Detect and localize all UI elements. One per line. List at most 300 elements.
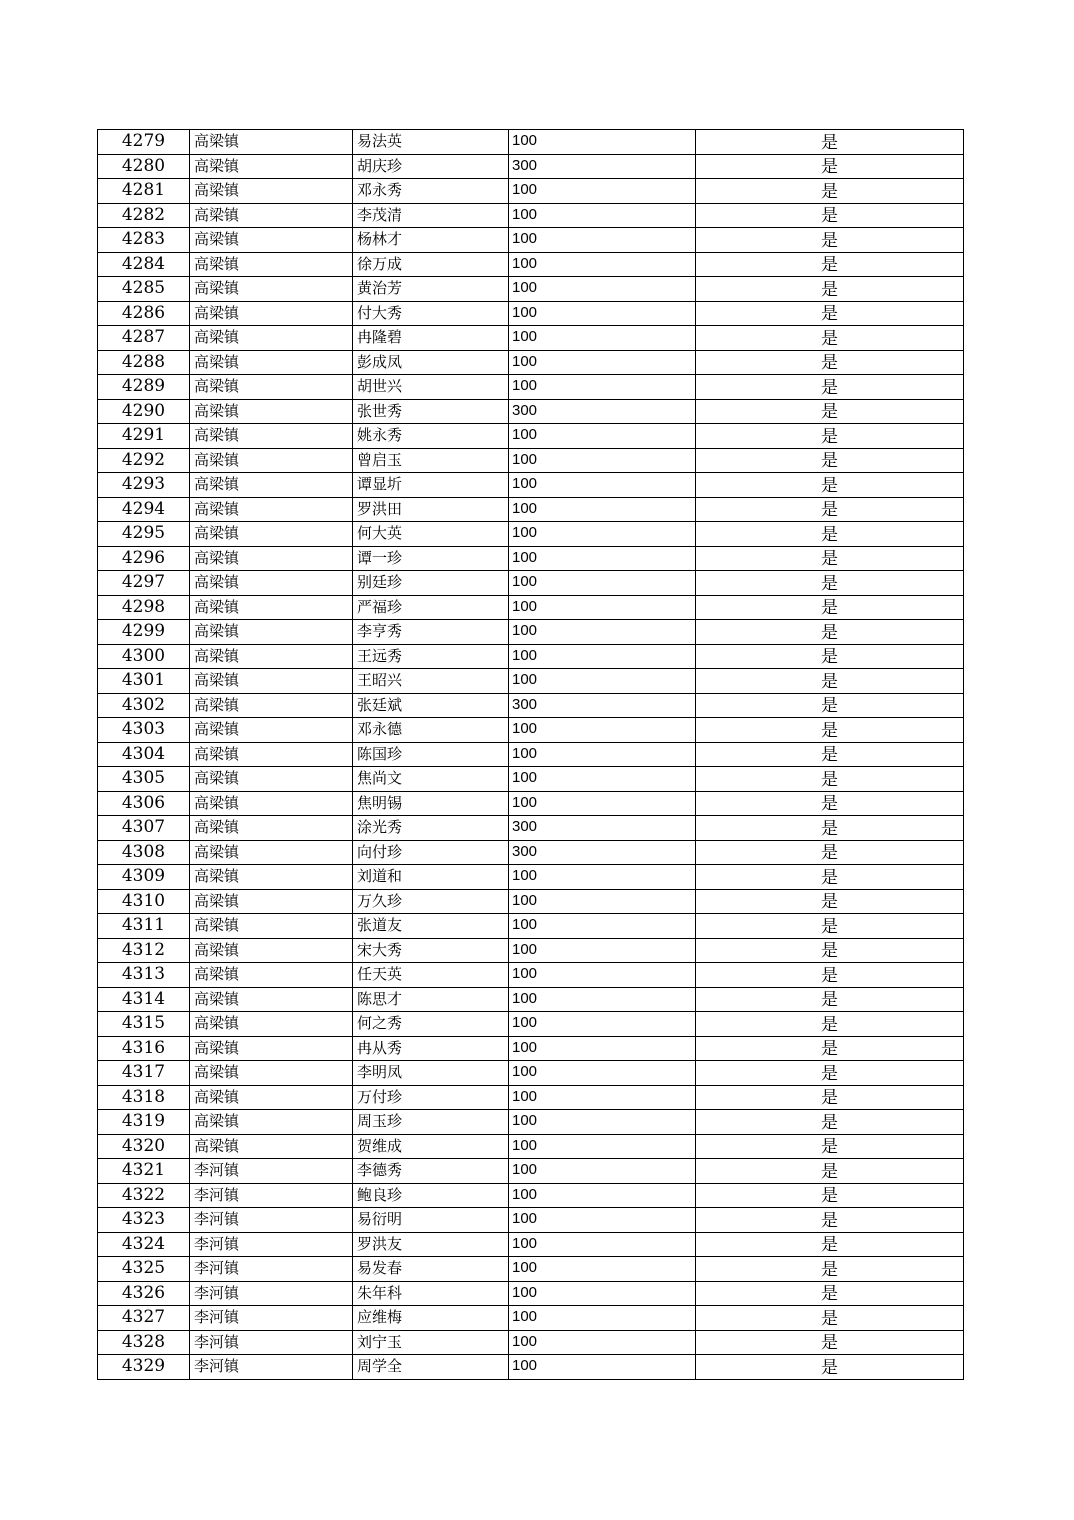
table-row [98,1110,964,1135]
status-cell: 是 [696,497,964,522]
amount-cell: 100 [509,718,696,743]
amount-cell: 100 [509,742,696,767]
name-cell: 涂光秀 [353,816,509,841]
table-row [98,742,964,767]
status-cell: 是 [696,1085,964,1110]
status-cell: 是 [696,816,964,841]
table-row [98,1208,964,1233]
amount-cell: 100 [509,473,696,498]
table-row [98,571,964,596]
table-row [98,1159,964,1184]
table-row [98,448,964,473]
status-cell: 是 [696,742,964,767]
data-table [97,129,964,1380]
row-number-cell: 4301 [98,669,190,694]
name-cell: 何大英 [353,522,509,547]
name-cell: 宋大秀 [353,938,509,963]
status-cell: 是 [696,644,964,669]
name-cell: 王昭兴 [353,669,509,694]
town-cell: 高梁镇 [190,742,353,767]
town-cell: 高梁镇 [190,693,353,718]
row-number-cell: 4329 [98,1355,190,1380]
town-cell: 高梁镇 [190,252,353,277]
amount-cell: 300 [509,154,696,179]
amount-cell: 100 [509,767,696,792]
name-cell: 彭成凤 [353,350,509,375]
row-number-cell: 4319 [98,1110,190,1135]
amount-cell: 100 [509,252,696,277]
name-cell: 严福珍 [353,595,509,620]
amount-cell: 100 [509,1208,696,1233]
row-number-cell: 4294 [98,497,190,522]
row-number-cell: 4314 [98,987,190,1012]
amount-cell: 100 [509,1012,696,1037]
town-cell: 高梁镇 [190,865,353,890]
amount-cell: 100 [509,179,696,204]
amount-cell: 100 [509,571,696,596]
row-number-cell: 4280 [98,154,190,179]
town-cell: 高梁镇 [190,399,353,424]
table-row [98,497,964,522]
name-cell: 胡庆珍 [353,154,509,179]
amount-cell: 100 [509,1232,696,1257]
row-number-cell: 4306 [98,791,190,816]
row-number-cell: 4279 [98,130,190,155]
row-number-cell: 4325 [98,1257,190,1282]
table-row [98,1330,964,1355]
name-cell: 谭显圻 [353,473,509,498]
town-cell: 李河镇 [190,1281,353,1306]
amount-cell: 300 [509,693,696,718]
amount-cell: 100 [509,301,696,326]
name-cell: 易法英 [353,130,509,155]
amount-cell: 100 [509,546,696,571]
row-number-cell: 4323 [98,1208,190,1233]
name-cell: 冉从秀 [353,1036,509,1061]
name-cell: 张廷斌 [353,693,509,718]
status-cell: 是 [696,669,964,694]
status-cell: 是 [696,1183,964,1208]
name-cell: 鲍良珍 [353,1183,509,1208]
table-row [98,644,964,669]
name-cell: 李明凤 [353,1061,509,1086]
amount-cell: 300 [509,840,696,865]
name-cell: 万久珍 [353,889,509,914]
status-cell: 是 [696,1134,964,1159]
status-cell: 是 [696,375,964,400]
row-number-cell: 4286 [98,301,190,326]
table-row [98,791,964,816]
row-number-cell: 4315 [98,1012,190,1037]
table-row [98,326,964,351]
status-cell: 是 [696,1257,964,1282]
row-number-cell: 4304 [98,742,190,767]
town-cell: 高梁镇 [190,1085,353,1110]
name-cell: 胡世兴 [353,375,509,400]
status-cell: 是 [696,767,964,792]
amount-cell: 100 [509,1085,696,1110]
status-cell: 是 [696,424,964,449]
amount-cell: 100 [509,1183,696,1208]
town-cell: 高梁镇 [190,326,353,351]
status-cell: 是 [696,1061,964,1086]
town-cell: 李河镇 [190,1183,353,1208]
table-row [98,889,964,914]
amount-cell: 100 [509,522,696,547]
row-number-cell: 4312 [98,938,190,963]
name-cell: 易发春 [353,1257,509,1282]
amount-cell: 100 [509,1355,696,1380]
table-row [98,840,964,865]
amount-cell: 100 [509,203,696,228]
amount-cell: 100 [509,1330,696,1355]
name-cell: 任天英 [353,963,509,988]
town-cell: 高梁镇 [190,1036,353,1061]
status-cell: 是 [696,1306,964,1331]
name-cell: 别廷珍 [353,571,509,596]
name-cell: 姚永秀 [353,424,509,449]
row-number-cell: 4326 [98,1281,190,1306]
name-cell: 刘道和 [353,865,509,890]
town-cell: 高梁镇 [190,963,353,988]
row-number-cell: 4282 [98,203,190,228]
row-number-cell: 4281 [98,179,190,204]
row-number-cell: 4308 [98,840,190,865]
row-number-cell: 4311 [98,914,190,939]
amount-cell: 100 [509,644,696,669]
status-cell: 是 [696,865,964,890]
row-number-cell: 4283 [98,228,190,253]
row-number-cell: 4310 [98,889,190,914]
row-number-cell: 4297 [98,571,190,596]
row-number-cell: 4313 [98,963,190,988]
status-cell: 是 [696,889,964,914]
name-cell: 曾启玉 [353,448,509,473]
table-row [98,865,964,890]
town-cell: 高梁镇 [190,718,353,743]
amount-cell: 100 [509,889,696,914]
status-cell: 是 [696,571,964,596]
row-number-cell: 4298 [98,595,190,620]
town-cell: 高梁镇 [190,620,353,645]
status-cell: 是 [696,448,964,473]
status-cell: 是 [696,399,964,424]
town-cell: 高梁镇 [190,228,353,253]
amount-cell: 100 [509,595,696,620]
town-cell: 高梁镇 [190,179,353,204]
amount-cell: 100 [509,1257,696,1282]
town-cell: 高梁镇 [190,767,353,792]
row-number-cell: 4290 [98,399,190,424]
town-cell: 高梁镇 [190,1110,353,1135]
town-cell: 高梁镇 [190,1061,353,1086]
amount-cell: 100 [509,1134,696,1159]
table-row [98,252,964,277]
row-number-cell: 4296 [98,546,190,571]
row-number-cell: 4285 [98,277,190,302]
name-cell: 黄治芳 [353,277,509,302]
town-cell: 高梁镇 [190,154,353,179]
name-cell: 李茂清 [353,203,509,228]
row-number-cell: 4305 [98,767,190,792]
row-number-cell: 4291 [98,424,190,449]
status-cell: 是 [696,718,964,743]
status-cell: 是 [696,1281,964,1306]
amount-cell: 100 [509,1036,696,1061]
amount-cell: 100 [509,1159,696,1184]
status-cell: 是 [696,179,964,204]
table-row [98,963,964,988]
name-cell: 刘宁玉 [353,1330,509,1355]
name-cell: 焦明锡 [353,791,509,816]
status-cell: 是 [696,473,964,498]
town-cell: 高梁镇 [190,840,353,865]
name-cell: 张世秀 [353,399,509,424]
table-row [98,1036,964,1061]
name-cell: 邓永秀 [353,179,509,204]
table-row [98,130,964,155]
town-cell: 高梁镇 [190,522,353,547]
amount-cell: 100 [509,228,696,253]
name-cell: 冉隆碧 [353,326,509,351]
name-cell: 朱年科 [353,1281,509,1306]
status-cell: 是 [696,228,964,253]
status-cell: 是 [696,154,964,179]
town-cell: 李河镇 [190,1208,353,1233]
amount-cell: 100 [509,375,696,400]
amount-cell: 100 [509,277,696,302]
row-number-cell: 4299 [98,620,190,645]
table-row [98,718,964,743]
table-row [98,987,964,1012]
town-cell: 李河镇 [190,1257,353,1282]
town-cell: 高梁镇 [190,448,353,473]
table-row [98,1306,964,1331]
town-cell: 高梁镇 [190,914,353,939]
name-cell: 徐万成 [353,252,509,277]
amount-cell: 100 [509,620,696,645]
name-cell: 周玉珍 [353,1110,509,1135]
name-cell: 万付珍 [353,1085,509,1110]
name-cell: 何之秀 [353,1012,509,1037]
row-number-cell: 4320 [98,1134,190,1159]
name-cell: 李德秀 [353,1159,509,1184]
town-cell: 高梁镇 [190,546,353,571]
row-number-cell: 4302 [98,693,190,718]
name-cell: 易衍明 [353,1208,509,1233]
row-number-cell: 4322 [98,1183,190,1208]
amount-cell: 100 [509,1306,696,1331]
status-cell: 是 [696,1232,964,1257]
name-cell: 张道友 [353,914,509,939]
table-row [98,693,964,718]
amount-cell: 100 [509,1061,696,1086]
town-cell: 高梁镇 [190,1134,353,1159]
row-number-cell: 4287 [98,326,190,351]
status-cell: 是 [696,1208,964,1233]
status-cell: 是 [696,1012,964,1037]
amount-cell: 100 [509,448,696,473]
status-cell: 是 [696,963,964,988]
name-cell: 焦尚文 [353,767,509,792]
table-row [98,473,964,498]
row-number-cell: 4318 [98,1085,190,1110]
town-cell: 高梁镇 [190,375,353,400]
table-row [98,522,964,547]
row-number-cell: 4321 [98,1159,190,1184]
name-cell: 应维梅 [353,1306,509,1331]
amount-cell: 100 [509,497,696,522]
row-number-cell: 4289 [98,375,190,400]
row-number-cell: 4284 [98,252,190,277]
table-row [98,1012,964,1037]
town-cell: 高梁镇 [190,277,353,302]
table-row [98,1085,964,1110]
table-row [98,375,964,400]
row-number-cell: 4293 [98,473,190,498]
row-number-cell: 4309 [98,865,190,890]
town-cell: 高梁镇 [190,203,353,228]
status-cell: 是 [696,252,964,277]
table-row [98,914,964,939]
row-number-cell: 4316 [98,1036,190,1061]
status-cell: 是 [696,1159,964,1184]
town-cell: 高梁镇 [190,669,353,694]
table-row [98,938,964,963]
table-row [98,424,964,449]
town-cell: 高梁镇 [190,473,353,498]
name-cell: 向付珍 [353,840,509,865]
status-cell: 是 [696,277,964,302]
name-cell: 贺维成 [353,1134,509,1159]
table-row [98,595,964,620]
table-row [98,1232,964,1257]
amount-cell: 100 [509,791,696,816]
town-cell: 高梁镇 [190,130,353,155]
amount-cell: 100 [509,669,696,694]
town-cell: 高梁镇 [190,889,353,914]
name-cell: 李亨秀 [353,620,509,645]
status-cell: 是 [696,301,964,326]
status-cell: 是 [696,130,964,155]
amount-cell: 100 [509,914,696,939]
table-row [98,154,964,179]
status-cell: 是 [696,914,964,939]
town-cell: 高梁镇 [190,595,353,620]
table-row [98,228,964,253]
name-cell: 王远秀 [353,644,509,669]
status-cell: 是 [696,350,964,375]
status-cell: 是 [696,1036,964,1061]
amount-cell: 100 [509,1281,696,1306]
town-cell: 李河镇 [190,1159,353,1184]
table-row [98,767,964,792]
name-cell: 罗洪田 [353,497,509,522]
row-number-cell: 4307 [98,816,190,841]
table-row [98,1183,964,1208]
row-number-cell: 4324 [98,1232,190,1257]
status-cell: 是 [696,938,964,963]
town-cell: 高梁镇 [190,301,353,326]
row-number-cell: 4317 [98,1061,190,1086]
status-cell: 是 [696,987,964,1012]
name-cell: 陈国珍 [353,742,509,767]
amount-cell: 100 [509,350,696,375]
amount-cell: 100 [509,987,696,1012]
amount-cell: 100 [509,1110,696,1135]
status-cell: 是 [696,203,964,228]
table-row [98,1281,964,1306]
town-cell: 高梁镇 [190,424,353,449]
status-cell: 是 [696,1110,964,1135]
row-number-cell: 4327 [98,1306,190,1331]
row-number-cell: 4300 [98,644,190,669]
town-cell: 李河镇 [190,1355,353,1380]
name-cell: 陈思才 [353,987,509,1012]
town-cell: 高梁镇 [190,1012,353,1037]
name-cell: 周学全 [353,1355,509,1380]
amount-cell: 100 [509,326,696,351]
table-row [98,620,964,645]
table-row [98,301,964,326]
status-cell: 是 [696,840,964,865]
row-number-cell: 4328 [98,1330,190,1355]
name-cell: 付大秀 [353,301,509,326]
table-row [98,277,964,302]
status-cell: 是 [696,1355,964,1380]
table-row [98,1061,964,1086]
name-cell: 邓永德 [353,718,509,743]
town-cell: 李河镇 [190,1330,353,1355]
table-row [98,669,964,694]
table-body [98,130,964,1380]
row-number-cell: 4292 [98,448,190,473]
town-cell: 高梁镇 [190,644,353,669]
table-row [98,1355,964,1380]
table-row [98,203,964,228]
name-cell: 杨林才 [353,228,509,253]
status-cell: 是 [696,1330,964,1355]
table-row [98,546,964,571]
town-cell: 高梁镇 [190,497,353,522]
amount-cell: 100 [509,865,696,890]
table-row [98,1257,964,1282]
town-cell: 李河镇 [190,1306,353,1331]
status-cell: 是 [696,546,964,571]
amount-cell: 300 [509,399,696,424]
amount-cell: 100 [509,938,696,963]
status-cell: 是 [696,693,964,718]
status-cell: 是 [696,620,964,645]
row-number-cell: 4303 [98,718,190,743]
town-cell: 高梁镇 [190,571,353,596]
status-cell: 是 [696,595,964,620]
table-row [98,399,964,424]
status-cell: 是 [696,522,964,547]
amount-cell: 100 [509,130,696,155]
town-cell: 李河镇 [190,1232,353,1257]
status-cell: 是 [696,791,964,816]
town-cell: 高梁镇 [190,816,353,841]
table-row [98,816,964,841]
table-row [98,179,964,204]
town-cell: 高梁镇 [190,987,353,1012]
amount-cell: 100 [509,963,696,988]
name-cell: 罗洪友 [353,1232,509,1257]
row-number-cell: 4295 [98,522,190,547]
town-cell: 高梁镇 [190,938,353,963]
table-row [98,1134,964,1159]
